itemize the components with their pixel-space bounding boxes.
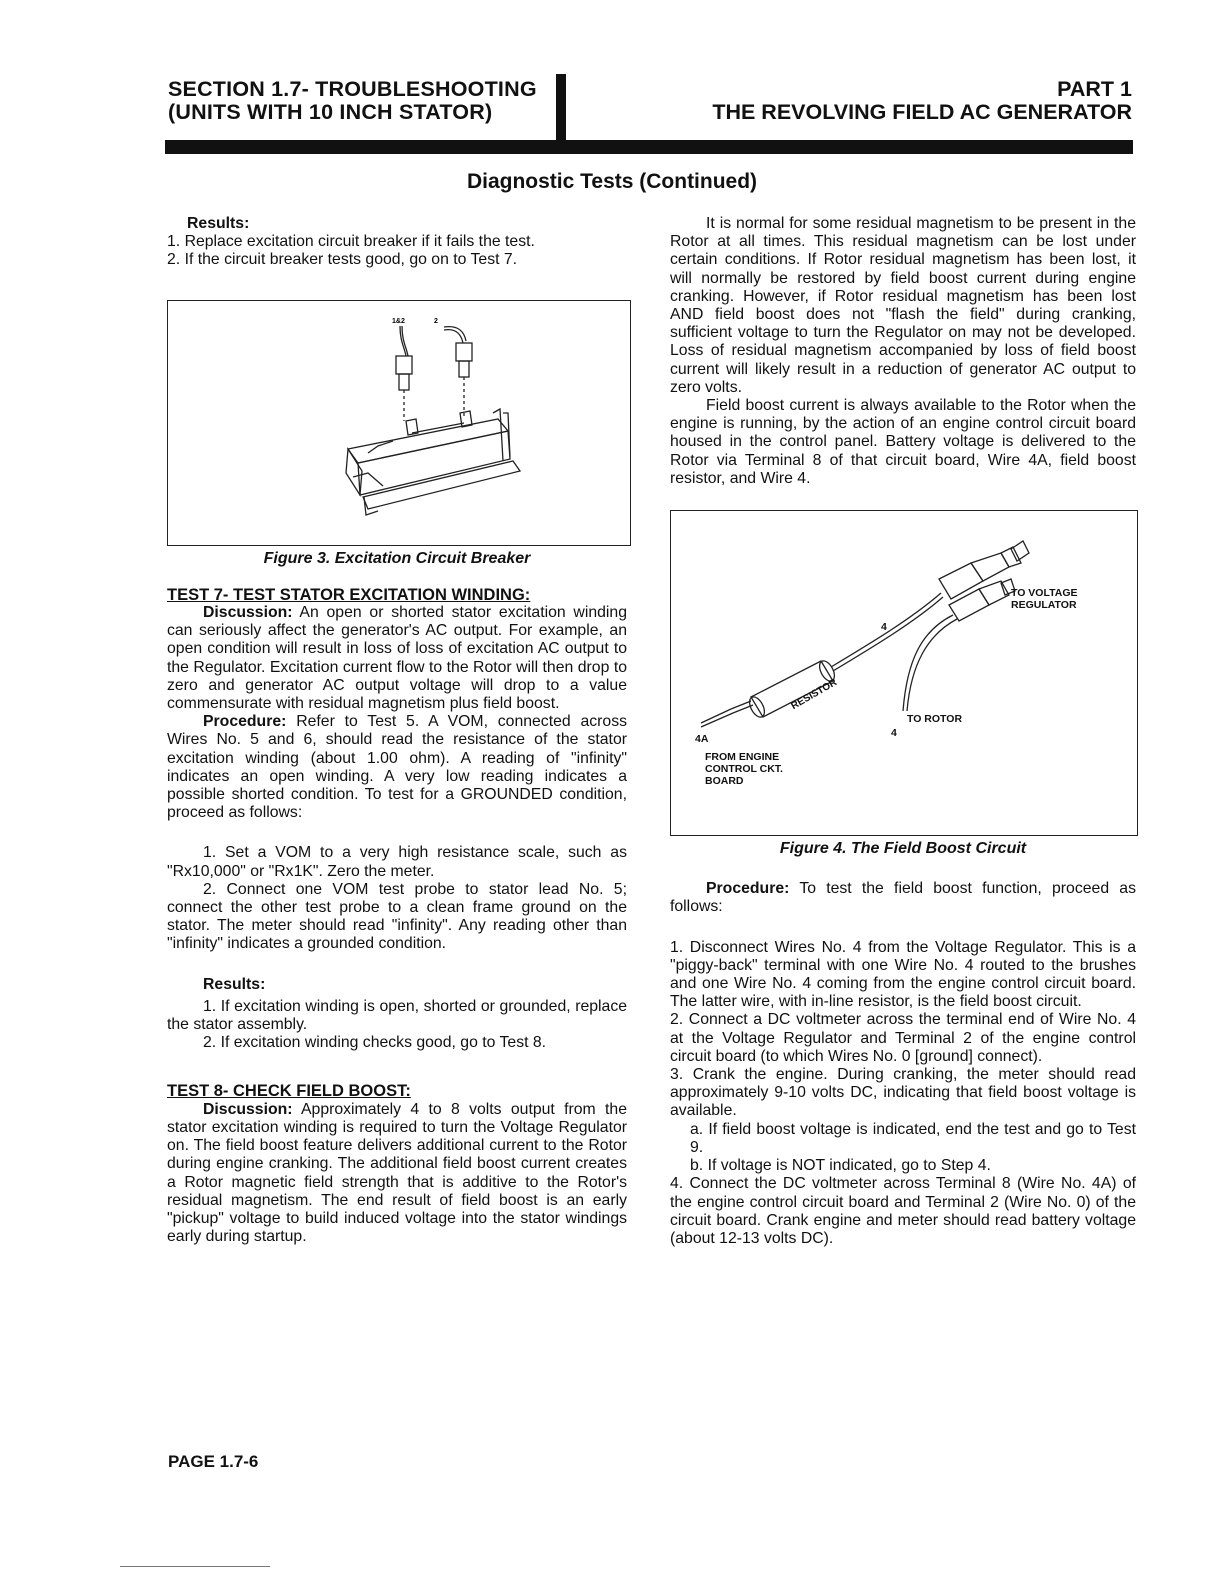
section-header <box>168 78 537 124</box>
page-title: Diagnostic Tests (Continued) <box>466 170 758 193</box>
field-boost-substep: a. If field boost voltage is indicated, end the test and go to Test 9. <box>690 1120 1136 1156</box>
part-title: THE REVOLVING FIELD AC GENERATOR <box>712 100 1132 124</box>
terminal-label-1: 1&2 <box>392 317 405 325</box>
to-rotor-label: TO ROTOR <box>907 713 963 726</box>
results-heading: Results: <box>187 215 250 232</box>
field-boost-step: 1. Disconnect Wires No. 4 from the Voltage Regulator. This is a "piggy-back" terminal with one Wire No. 4 routed to the brushes and one Wire No. 4 coming from the engine control circuit board. The latter wire, with in-line resistor, is the field boost circuit. <box>670 938 1136 1011</box>
figure-4-caption: Figure 4. The Field Boost Circuit <box>779 840 1027 858</box>
test7-step: 2. Connect one VOM test probe to stator lead No. 5; connect the other test probe to a clean frame ground on the stator. The meter should read "infinity". Any reading other than "infinity" indicates a grounded condition. <box>167 880 627 953</box>
wire-4-label-bottom: 4 <box>891 727 897 740</box>
header-rule <box>165 140 1133 154</box>
test8-heading: TEST 8- CHECK FIELD BOOST: <box>167 1082 411 1101</box>
to-voltage-regulator-label: TO VOLTAGE REGULATOR <box>1011 587 1078 612</box>
right-column <box>670 215 1136 1248</box>
part-number: PART 1 <box>1057 77 1132 101</box>
test7-heading: TEST 7- TEST STATOR EXCITATION WINDING: <box>167 585 531 604</box>
circuit-breaker-drawing <box>168 301 630 545</box>
field-boost-substep: b. If voltage is NOT indicated, go to Step 4. <box>690 1157 991 1175</box>
test7-result: 1. If excitation winding is open, shorted or grounded, replace the stator assembly. <box>167 997 627 1034</box>
test7-result: 2. If excitation winding checks good, go to Test 8. <box>203 1034 547 1052</box>
result-item: 2. If the circuit breaker tests good, go on to Test 7. <box>167 251 518 269</box>
procedure-label: Procedure: <box>706 880 790 898</box>
residual-magnetism-paragraph: It is normal for some residual magnetism to be present in the Rotor at all times. This residual magnetism can be lost under certain conditions. If Rotor residual magnetism has been lost, it will normally be restored by field boost current during engine cranking. However, if Rotor residual magnetism has been lost AND field boost does not "flash the field" during cranking, sufficient voltage to turn the Regulator on may not be developed. Loss of residual magnetism accompanied by loss of field boost current will likely result in a reduction of generator AC output to zero volts. <box>670 215 1136 396</box>
result-item: 1. Replace excitation circuit breaker if it fails the test. <box>167 233 535 251</box>
discussion-label: Discussion: <box>203 1100 293 1118</box>
wire-4-label-top: 4 <box>881 621 887 634</box>
section-title-line1: SECTION 1.7- TROUBLESHOOTING <box>168 77 537 101</box>
field-boost-paragraph: Field boost current is always available to the Rotor when the engine is running, by the action of an engine control circuit board housed in the control panel. Battery voltage is delivered to the Rotor via Terminal 8 of that circuit board, Wire 4A, field boost resistor, and Wire 4. <box>670 397 1136 487</box>
test8-discussion: Approximately 4 to 8 volts output from the stator excitation winding is required to turn the Voltage Regulator on. The field boost feature delivers additional current to the Rotor during engine cranking. The additional field boost current creates a Rotor magnetic field strength that is additive to the Rotor's residual magnetism. The end result of field boost is an early "pickup" voltage to build induced voltage into the stator windings early during startup. <box>167 1100 627 1246</box>
figure-4 <box>670 510 1138 836</box>
field-boost-procedure: To test the field boost function, proceed as follows: <box>670 880 1136 916</box>
test7-discussion: An open or shorted stator excitation winding can seriously affect the generator's AC output. For example, an open condition will result in loss of loss of excitation AC output to the Regulator. Excitation current flow to the Rotor will then drop to zero and generator AC output voltage will drop to a value commensurate with residual magnetism plus field boost. <box>167 604 627 713</box>
test7-results-heading: Results: <box>203 975 266 993</box>
page-number: PAGE 1.7-6 <box>168 1452 259 1471</box>
resistor-label: RESISTOR <box>789 677 840 713</box>
figure-3 <box>167 300 631 546</box>
test7-step: 1. Set a VOM to a very high resistance scale, such as "Rx10,000" or "Rx1K". Zero the meter. <box>167 844 627 880</box>
field-boost-step: 3. Crank the engine. During cranking, the meter should read approximately 9-10 volts DC, indicating that field boost voltage is available. <box>670 1066 1136 1120</box>
left-column <box>167 215 627 1246</box>
wire-4a-label: 4A <box>695 733 709 746</box>
section-title-line2: (UNITS WITH 10 INCH STATOR) <box>168 100 493 124</box>
terminal-label-2: 2 <box>434 317 438 325</box>
figure-3-caption: Figure 3. Excitation Circuit Breaker <box>263 549 531 567</box>
discussion-label: Discussion: <box>203 604 293 622</box>
part-header <box>712 78 1132 124</box>
procedure-label: Procedure: <box>203 713 287 731</box>
test7-procedure: Refer to Test 5. A VOM, connected across Wires No. 5 and 6, should read the resistance of the stator excitation winding (about 1.00 ohm). A reading of "infinity" indicates an open winding. A very low reading indicates a possible shorted condition. To test for a GROUNDED condition, proceed as follows: <box>167 713 627 822</box>
bottom-rule <box>120 1566 270 1567</box>
from-engine-label: FROM ENGINE CONTROL CKT. BOARD <box>705 751 783 788</box>
field-boost-step: 2. Connect a DC voltmeter across the terminal end of Wire No. 4 at the Voltage Regulator and Terminal 2 of the engine control circuit board (to which Wires No. 0 [ground] connect). <box>670 1011 1136 1065</box>
field-boost-step: 4. Connect the DC voltmeter across Terminal 8 (Wire No. 4A) of the engine control circuit board and Terminal 2 (Wire No. 0) of the circuit board. Crank engine and meter should read battery voltage (about 12-13 volts DC). <box>670 1175 1136 1247</box>
